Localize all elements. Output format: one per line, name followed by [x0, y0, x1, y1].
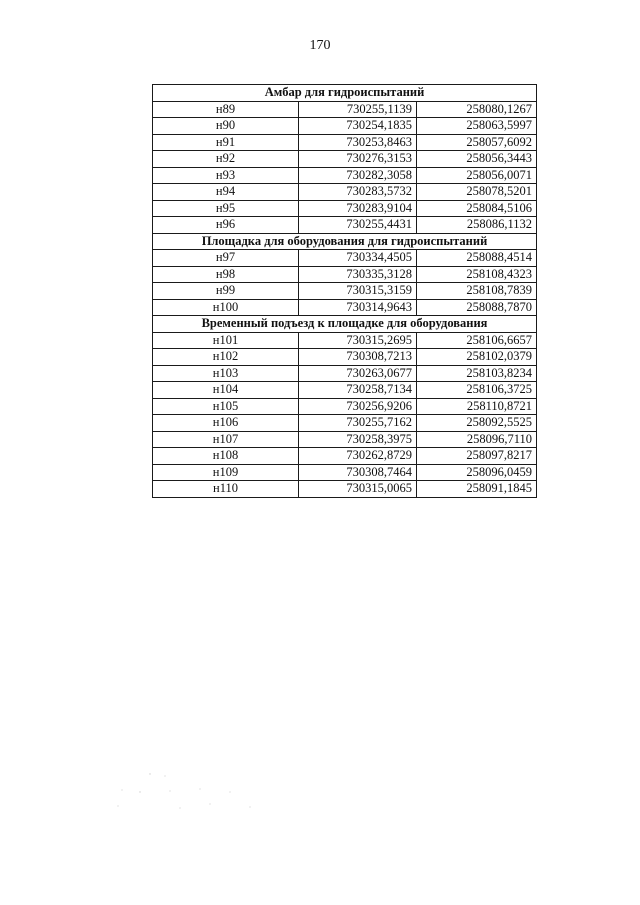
x-coordinate-cell: 730334,4505 — [299, 250, 417, 267]
x-coordinate-cell: 730255,1139 — [299, 101, 417, 118]
point-id-cell: н92 — [153, 151, 299, 168]
point-id-cell: н99 — [153, 283, 299, 300]
table-row — [153, 200, 537, 217]
x-coordinate-cell: 730256,9206 — [299, 398, 417, 415]
point-id-cell: н96 — [153, 217, 299, 234]
x-coordinate-cell: 730315,2695 — [299, 332, 417, 349]
x-coordinate-cell: 730314,9643 — [299, 299, 417, 316]
point-id-cell: н98 — [153, 266, 299, 283]
point-id-cell: н107 — [153, 431, 299, 448]
y-coordinate-cell: 258096,0459 — [417, 464, 537, 481]
table-row — [153, 283, 537, 300]
section-title: Амбар для гидроиспытаний — [153, 85, 537, 102]
y-coordinate-cell: 258063,5997 — [417, 118, 537, 135]
x-coordinate-cell: 730258,3975 — [299, 431, 417, 448]
x-coordinate-cell: 730258,7134 — [299, 382, 417, 399]
section-header-row — [153, 233, 537, 250]
x-coordinate-cell: 730254,1835 — [299, 118, 417, 135]
y-coordinate-cell: 258088,4514 — [417, 250, 537, 267]
table-row — [153, 266, 537, 283]
table-row — [153, 184, 537, 201]
y-coordinate-cell: 258086,1132 — [417, 217, 537, 234]
y-coordinate-cell: 258056,3443 — [417, 151, 537, 168]
point-id-cell: н106 — [153, 415, 299, 432]
x-coordinate-cell: 730315,3159 — [299, 283, 417, 300]
y-coordinate-cell: 258102,0379 — [417, 349, 537, 366]
point-id-cell: н102 — [153, 349, 299, 366]
y-coordinate-cell: 258106,3725 — [417, 382, 537, 399]
point-id-cell: н91 — [153, 134, 299, 151]
y-coordinate-cell: 258097,8217 — [417, 448, 537, 465]
point-id-cell: н95 — [153, 200, 299, 217]
point-id-cell: н100 — [153, 299, 299, 316]
x-coordinate-cell: 730255,7162 — [299, 415, 417, 432]
table-row — [153, 118, 537, 135]
y-coordinate-cell: 258103,8234 — [417, 365, 537, 382]
table-row — [153, 431, 537, 448]
coordinates-table-body — [153, 85, 537, 498]
section-title: Временный подъезд к площадке для оборудования — [153, 316, 537, 333]
table-row — [153, 481, 537, 498]
y-coordinate-cell: 258092,5525 — [417, 415, 537, 432]
y-coordinate-cell: 258084,5106 — [417, 200, 537, 217]
table-row — [153, 299, 537, 316]
y-coordinate-cell: 258106,6657 — [417, 332, 537, 349]
point-id-cell: н93 — [153, 167, 299, 184]
coordinates-table — [152, 84, 537, 498]
point-id-cell: н109 — [153, 464, 299, 481]
table-row — [153, 332, 537, 349]
x-coordinate-cell: 730282,3058 — [299, 167, 417, 184]
table-row — [153, 134, 537, 151]
x-coordinate-cell: 730283,5732 — [299, 184, 417, 201]
table-row — [153, 217, 537, 234]
x-coordinate-cell: 730308,7464 — [299, 464, 417, 481]
x-coordinate-cell: 730315,0065 — [299, 481, 417, 498]
point-id-cell: н103 — [153, 365, 299, 382]
x-coordinate-cell: 730263,0677 — [299, 365, 417, 382]
y-coordinate-cell: 258080,1267 — [417, 101, 537, 118]
table-row — [153, 349, 537, 366]
point-id-cell: н108 — [153, 448, 299, 465]
point-id-cell: н97 — [153, 250, 299, 267]
table-row — [153, 398, 537, 415]
y-coordinate-cell: 258056,0071 — [417, 167, 537, 184]
point-id-cell: н101 — [153, 332, 299, 349]
table-row — [153, 101, 537, 118]
section-header-row — [153, 85, 537, 102]
table-row — [153, 464, 537, 481]
y-coordinate-cell: 258108,7839 — [417, 283, 537, 300]
page-number: 170 — [309, 38, 331, 53]
point-id-cell: н104 — [153, 382, 299, 399]
y-coordinate-cell: 258057,6092 — [417, 134, 537, 151]
y-coordinate-cell: 258088,7870 — [417, 299, 537, 316]
point-id-cell: н105 — [153, 398, 299, 415]
table-row — [153, 415, 537, 432]
table-row — [153, 151, 537, 168]
y-coordinate-cell: 258091,1845 — [417, 481, 537, 498]
table-row — [153, 250, 537, 267]
table-row — [153, 365, 537, 382]
x-coordinate-cell: 730335,3128 — [299, 266, 417, 283]
point-id-cell: н94 — [153, 184, 299, 201]
table-row — [153, 448, 537, 465]
x-coordinate-cell: 730283,9104 — [299, 200, 417, 217]
y-coordinate-cell: 258096,7110 — [417, 431, 537, 448]
x-coordinate-cell: 730276,3153 — [299, 151, 417, 168]
section-header-row — [153, 316, 537, 333]
section-title: Площадка для оборудования для гидроиспытаний — [153, 233, 537, 250]
x-coordinate-cell: 730255,4431 — [299, 217, 417, 234]
y-coordinate-cell: 258108,4323 — [417, 266, 537, 283]
point-id-cell: н89 — [153, 101, 299, 118]
table-row — [153, 382, 537, 399]
y-coordinate-cell: 258110,8721 — [417, 398, 537, 415]
point-id-cell: н90 — [153, 118, 299, 135]
x-coordinate-cell: 730262,8729 — [299, 448, 417, 465]
table-row — [153, 167, 537, 184]
scan-noise — [110, 770, 270, 820]
x-coordinate-cell: 730253,8463 — [299, 134, 417, 151]
y-coordinate-cell: 258078,5201 — [417, 184, 537, 201]
point-id-cell: н110 — [153, 481, 299, 498]
x-coordinate-cell: 730308,7213 — [299, 349, 417, 366]
